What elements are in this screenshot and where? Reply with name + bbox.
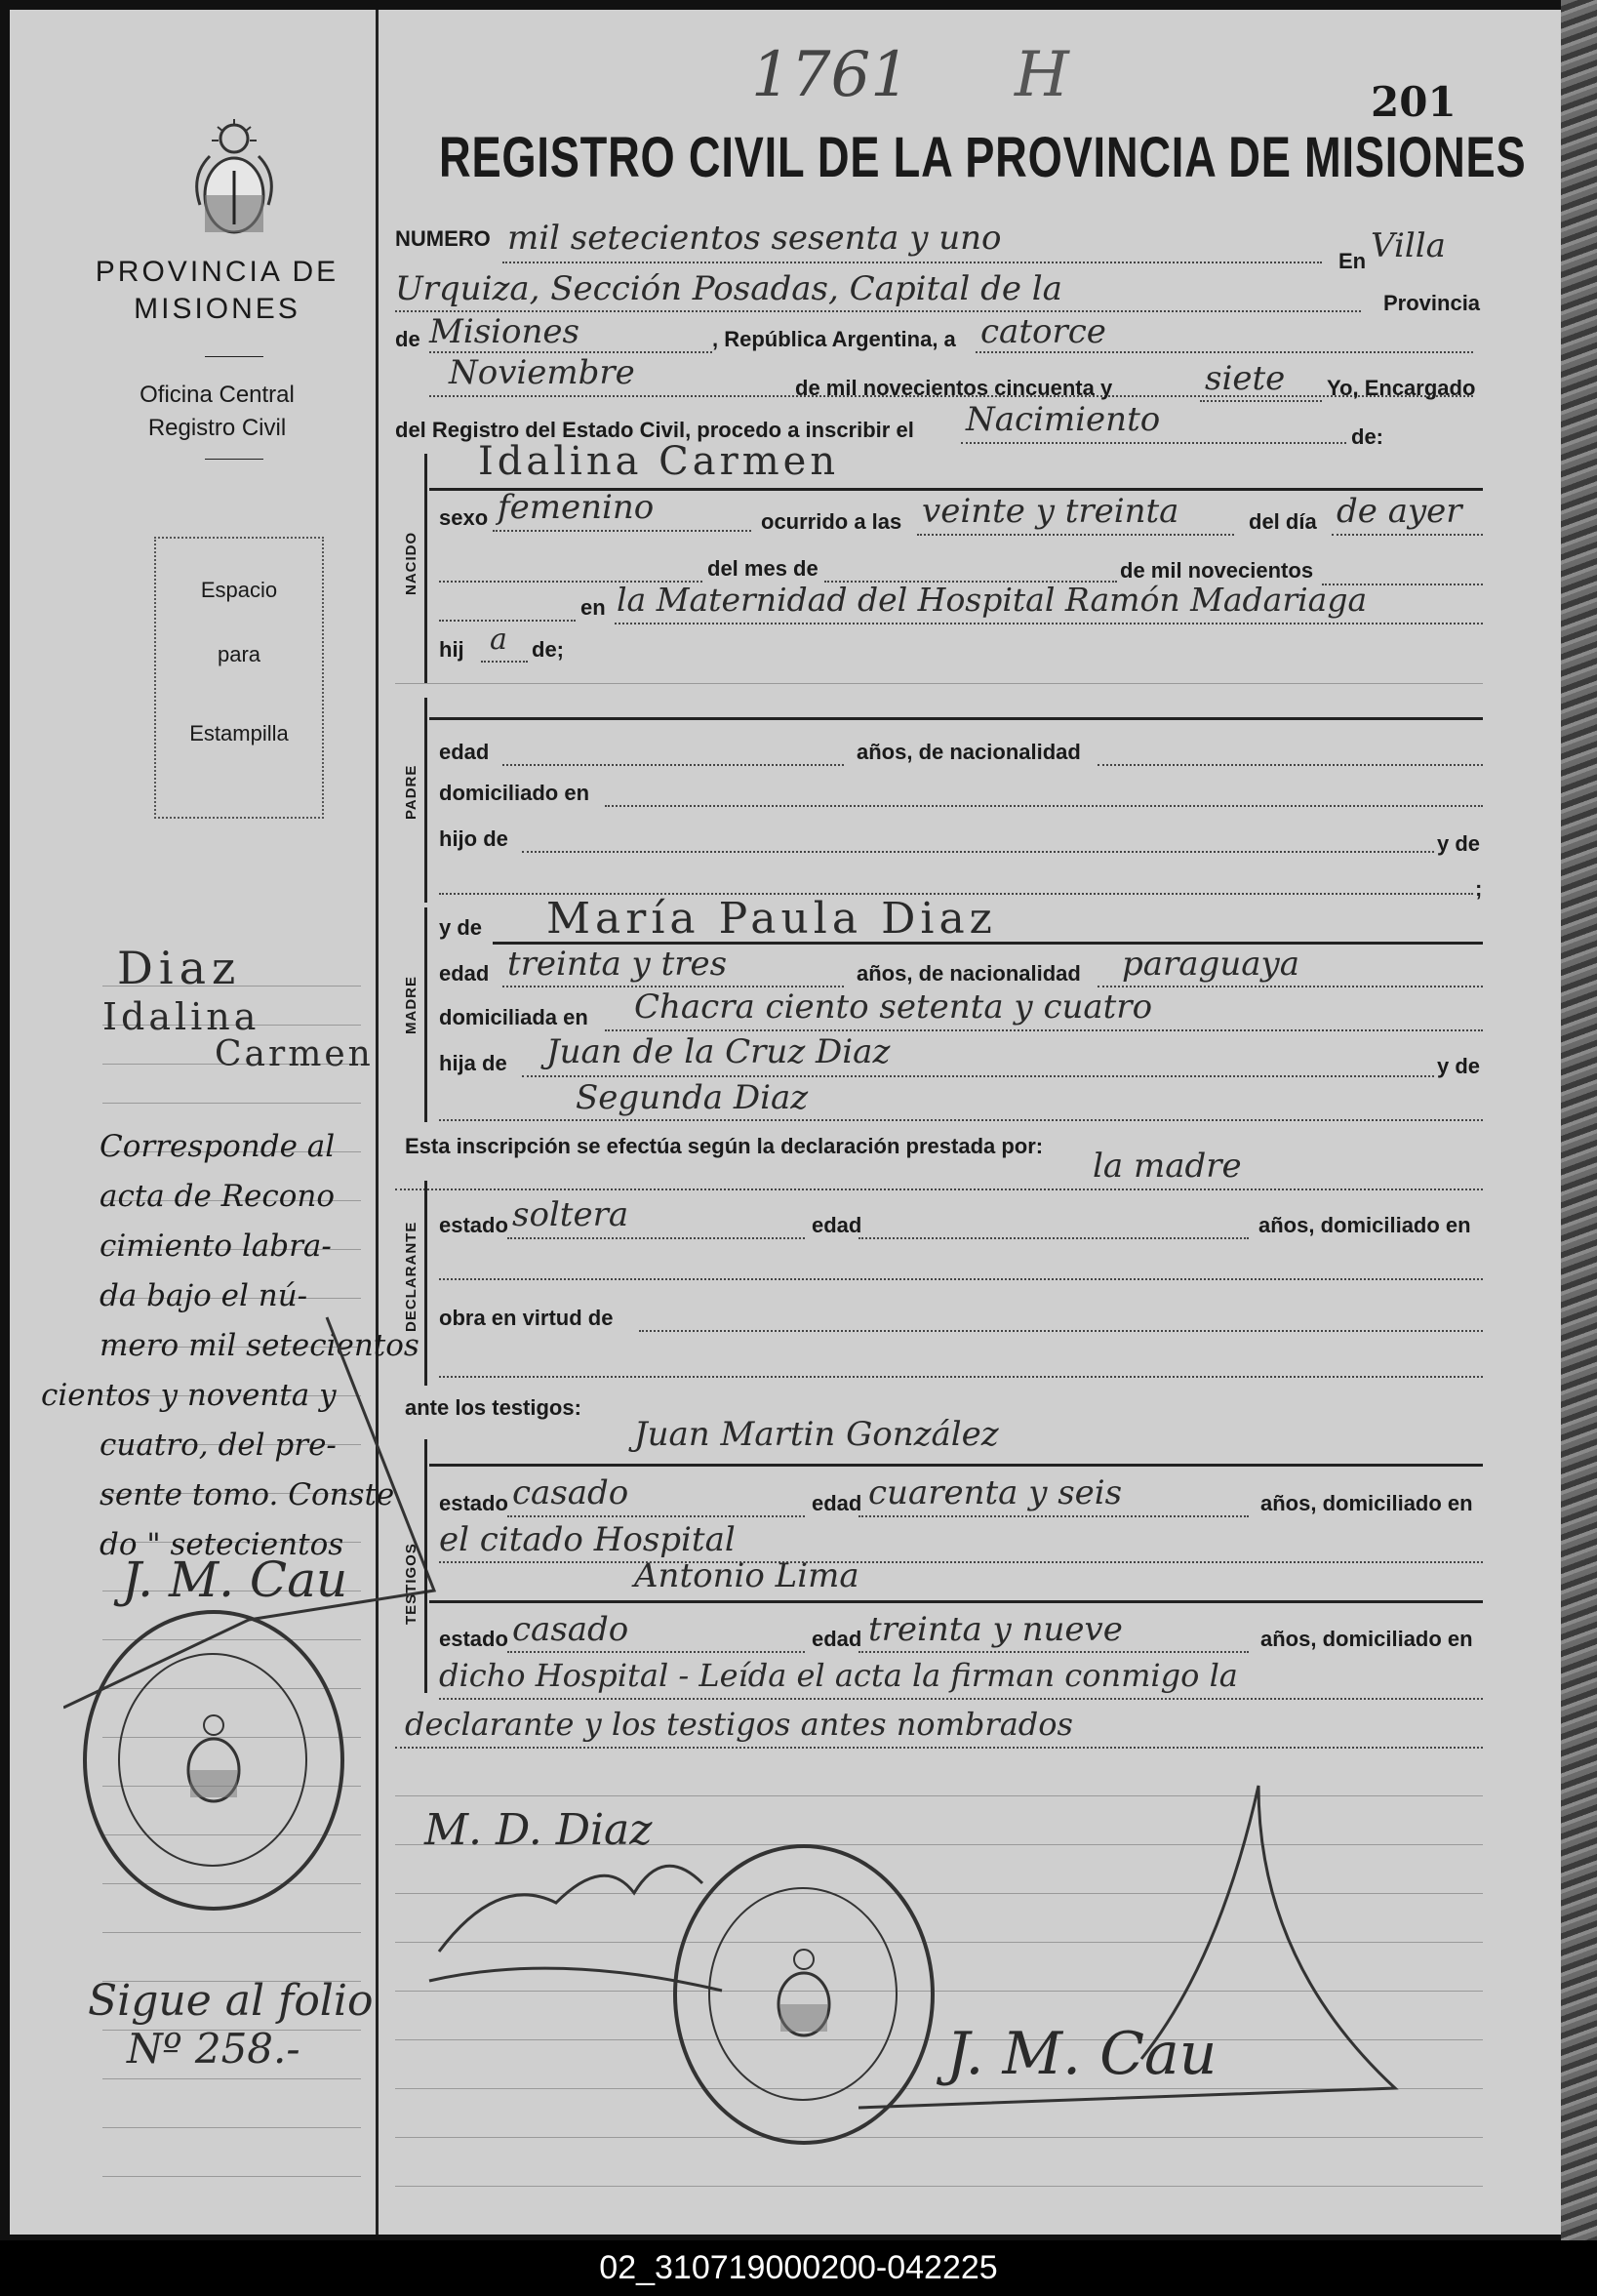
madre-hija-value: Juan de la Cruz Diaz — [546, 1032, 891, 1071]
testigo1-edad-value: cuarenta y seis — [868, 1473, 1123, 1512]
testigo2-domicilio-value: dicho Hospital - Leída el acta la firman conmigo la — [439, 1657, 1238, 1694]
declarante-edad-line — [858, 1237, 1249, 1239]
registro-label: del Registro del Estado Civil, procedo a inscribir el — [395, 418, 914, 442]
signature-officer: J. M. Cau — [946, 2020, 1218, 2088]
padre-name-rule — [429, 717, 1483, 720]
testigo2-domicilio-line — [439, 1698, 1483, 1700]
madre-domicilio-line — [605, 1029, 1483, 1031]
margin-note-line: Corresponde al — [100, 1129, 336, 1164]
madre-name-value: María Paula Diaz — [546, 894, 997, 944]
numero-label: NUMERO — [395, 226, 491, 251]
madre-edad-label: edad — [439, 961, 490, 986]
page-title: REGISTRO CIVIL DE LA PROVINCIA DE MISIONES — [439, 126, 1527, 189]
province-line-1: PROVINCIA DE — [95, 256, 339, 288]
margin-note-line: acta de Recono — [100, 1179, 336, 1214]
testigo1-edad-line — [858, 1515, 1249, 1517]
ocurrido-label: ocurrido a las — [761, 509, 902, 534]
handwritten-record-number: 1761 — [751, 39, 910, 111]
closing-text: declarante y los testigos antes nombrados — [405, 1706, 1073, 1743]
hij-line — [481, 661, 528, 663]
padre-nacionalidad-line — [1098, 764, 1483, 766]
lugar-value: la Maternidad del Hospital Ramón Madariaga — [617, 581, 1368, 619]
pre-en-line — [439, 620, 576, 622]
madre-yde2-line — [439, 1119, 1483, 1121]
padre-hijo-line — [522, 851, 1434, 853]
year-line — [1200, 400, 1322, 402]
declarante-estado-label: estado — [439, 1213, 508, 1237]
day-value: catorce — [980, 312, 1106, 351]
testigo1-edad-label: edad — [812, 1491, 862, 1515]
nacido-bracket — [424, 454, 427, 683]
republica-label: , República Argentina, a — [712, 327, 956, 351]
hora-line — [917, 534, 1234, 536]
sexo-label: sexo — [439, 505, 489, 530]
declarante-estado-line — [507, 1237, 805, 1239]
padre-side-label: PADRE — [403, 764, 419, 820]
testigo2-estado-line — [507, 1651, 805, 1653]
sexo-value: femenino — [498, 488, 655, 527]
declarante-anios-label: años, domiciliado en — [1258, 1213, 1471, 1237]
day-line — [976, 351, 1473, 353]
declarante-estado-value: soltera — [512, 1195, 629, 1234]
hij-de-label: de; — [532, 637, 564, 662]
divider — [205, 459, 263, 460]
lugar-line — [615, 623, 1483, 624]
province-line-2: MISIONES — [134, 293, 300, 325]
padre-domicilio-label: domiciliado en — [439, 781, 590, 805]
declarante-side-label: DECLARANTE — [403, 1221, 419, 1332]
testigos-side-label: TESTIGOS — [403, 1543, 419, 1625]
province-value: Misiones — [429, 312, 579, 351]
padre-edad-label: edad — [439, 740, 490, 764]
book-binding-edge — [1561, 0, 1597, 2244]
padre-yde-label: y de — [1437, 831, 1481, 856]
margin-note-line: da bajo el nú- — [100, 1278, 308, 1313]
testigo1-anios-label: años, domiciliado en — [1260, 1491, 1473, 1515]
office-line-1: Oficina Central — [140, 382, 295, 408]
margin-note-line: cimiento labra- — [100, 1229, 332, 1264]
declarante-domicilio-line — [439, 1278, 1483, 1280]
sexo-line — [493, 530, 751, 532]
mes-label: del mes de — [707, 556, 818, 581]
testigos-bracket — [424, 1439, 427, 1693]
madre-yde-label: y de — [439, 915, 483, 940]
office-line-2: Registro Civil — [147, 415, 287, 441]
seal-coat-of-arms-icon — [765, 1946, 843, 2043]
declarante-bracket — [424, 1181, 427, 1386]
de-label: de — [395, 327, 420, 351]
testigo2-estado-label: estado — [439, 1627, 508, 1651]
testigo1-estado-value: casado — [512, 1473, 629, 1512]
testigo1-name-value: Juan Martin González — [634, 1415, 999, 1454]
madre-bracket — [424, 907, 427, 1122]
del-dia-label: del día — [1249, 509, 1317, 534]
inscribir-line — [961, 442, 1346, 444]
testigo2-name-rule — [429, 1600, 1483, 1603]
en-label: En — [1338, 249, 1367, 273]
sigue-folio-line-1: Sigue al folio — [88, 1976, 374, 2026]
testigo2-edad-value: treinta y nueve — [868, 1610, 1123, 1649]
signature-flourish — [849, 1766, 1434, 2156]
declaracion-label: Esta inscripción se efectúa según la declaración prestada por: — [405, 1134, 1044, 1158]
document-page — [10, 10, 1561, 2235]
declaracion-value: la madre — [1093, 1147, 1242, 1186]
coat-of-arms-icon — [190, 117, 278, 244]
padre-semicolon: ; — [1475, 876, 1483, 901]
declarante-extra-line — [439, 1376, 1483, 1378]
testigo2-name-value: Antonio Lima — [634, 1556, 859, 1595]
dia-value: de ayer — [1337, 492, 1462, 531]
hij-value: a — [490, 623, 507, 657]
padre-domicilio-line — [605, 805, 1483, 807]
madre-side-label: MADRE — [403, 976, 419, 1034]
nacido-side-label: NACIDO — [403, 531, 419, 595]
madre-nacionalidad-line — [1098, 986, 1483, 987]
folio-number: 201 — [1371, 78, 1457, 126]
margin-given-name: Idalina — [102, 995, 260, 1038]
sigue-folio-line-2: Nº 258.- — [127, 2025, 300, 2073]
stamp-box-line-1: Espacio — [200, 578, 278, 602]
month-value: Noviembre — [449, 353, 635, 392]
testigo2-estado-value: casado — [512, 1610, 629, 1649]
mil-novecientos-label: de mil novecientos — [1120, 558, 1314, 583]
testigo2-anios-label: años, domiciliado en — [1260, 1627, 1473, 1651]
stamp-space-box — [154, 537, 324, 819]
signature-declarante: M. D. Diaz — [424, 1805, 653, 1855]
madre-second-parent-value: Segunda Diaz — [576, 1078, 809, 1117]
place-value: Urquiza, Sección Posadas, Capital de la — [395, 269, 1062, 308]
stamp-box-line-3: Estampilla — [189, 721, 289, 745]
declaracion-line — [395, 1188, 1483, 1190]
image-footer-id: 02_310719000200-042225 — [0, 2240, 1597, 2296]
de-colon-label: de: — [1351, 424, 1383, 449]
testigo1-domicilio-value: el citado Hospital — [439, 1520, 736, 1559]
madre-domicilio-value: Chacra ciento setenta y cuatro — [634, 987, 1153, 1027]
testigos-label: ante los testigos: — [405, 1395, 581, 1420]
closing-line — [395, 1747, 1483, 1749]
stamp-box-line-2: para — [217, 642, 261, 666]
en-value: Villa — [1371, 226, 1446, 265]
year-label: de mil novecientos cincuenta y — [795, 376, 1113, 400]
margin-note-line: do " setecientos — [100, 1527, 344, 1562]
yo-label: Yo, Encargado — [1327, 376, 1476, 400]
padre-edad-line — [502, 764, 844, 766]
inscribir-value: Nacimiento — [966, 400, 1161, 439]
margin-note-line: cuatro, del pre- — [100, 1428, 337, 1463]
nacido-name-value: Idalina Carmen — [478, 439, 840, 484]
margin-pen-strokes — [63, 1298, 473, 1727]
testigo1-name-rule — [429, 1464, 1483, 1467]
testigo1-estado-line — [507, 1515, 805, 1517]
margin-note-line: cientos y noventa y — [41, 1378, 337, 1413]
testigo1-domicilio-line — [439, 1561, 1483, 1563]
testigo2-edad-line — [858, 1651, 1249, 1653]
ruled-line — [395, 683, 1483, 684]
declarante-obra-line — [639, 1330, 1483, 1332]
hora-value: veinte y treinta — [922, 492, 1179, 531]
madre-edad-value: treinta y tres — [507, 945, 728, 984]
divider — [205, 356, 263, 357]
hij-label: hij — [439, 637, 464, 662]
margin-second-name: Carmen — [215, 1034, 374, 1074]
testigo2-edad-label: edad — [812, 1627, 862, 1651]
margin-note-line: sente tomo. Conste — [100, 1477, 395, 1512]
margin-note-line: mero mil setecientos — [100, 1328, 419, 1363]
handwritten-letter: H — [1015, 39, 1069, 111]
madre-hija-label: hija de — [439, 1051, 507, 1075]
padre-hijo-label: hijo de — [439, 826, 508, 851]
lugar-en-label: en — [580, 595, 606, 620]
madre-yde2-label: y de — [1437, 1054, 1481, 1078]
dia-line — [1332, 534, 1483, 536]
padre-anios-label: años, de nacionalidad — [857, 740, 1081, 764]
year-value: siete — [1205, 359, 1286, 398]
numero-value: mil setecientos sesenta y uno — [507, 219, 1002, 258]
margin-surname: Diaz — [117, 942, 242, 994]
madre-hija-line — [522, 1075, 1434, 1077]
madre-domicilio-label: domiciliada en — [439, 1005, 588, 1029]
madre-nacionalidad-value: paraguaya — [1122, 945, 1299, 984]
declarante-obra-label: obra en virtud de — [439, 1306, 614, 1330]
provincia-label: Provincia — [1383, 291, 1481, 315]
margin-signature: J. M. Cau — [122, 1551, 348, 1608]
madre-anios-label: años, de nacionalidad — [857, 961, 1081, 986]
numero-line — [502, 262, 1322, 263]
testigo1-estado-label: estado — [439, 1491, 508, 1515]
declarante-edad-label: edad — [812, 1213, 862, 1237]
padre-bracket — [424, 698, 427, 903]
